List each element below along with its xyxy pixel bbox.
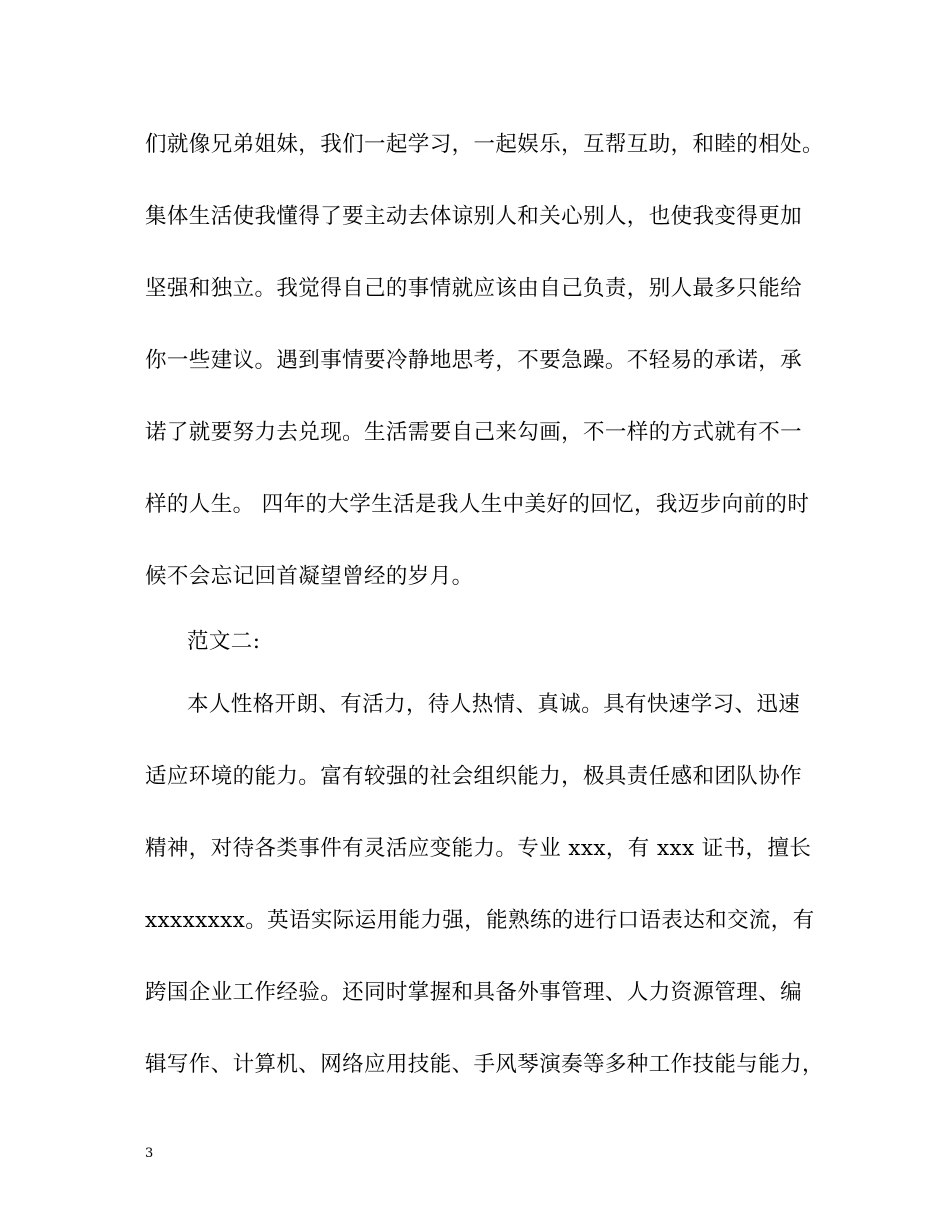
text-line-3: 坚强和独立。我觉得自己的事情就应该由自己负责，别人最多只能给 (145, 276, 803, 301)
text-line-4: 你一些建议。遇到事情要冷静地思考，不要急躁。不轻易的承诺，承 (145, 348, 803, 373)
text-line-13: 跨国企业工作经验。还同时掌握和具备外事管理、人力资源管理、编 (145, 980, 803, 1005)
text-line-7: 候不会忘记回首凝望曾经的岁月。 (145, 564, 474, 589)
text-line-12: xxxxxxxx。英语实际运用能力强，能熟练的进行口语表达和交流，有 (145, 908, 815, 933)
text-line-6: 样的人生。 四年的大学生活是我人生中美好的回忆，我迈步向前的时 (145, 492, 810, 517)
text-line-14: 辑写作、计算机、网络应用技能、手风琴演奏等多种工作技能与能力， (145, 1052, 824, 1077)
text-line-1: 们就像兄弟姐妹，我们一起学习，一起娱乐，互帮互助，和睦的相处。 (145, 132, 824, 157)
page-number: 3 (145, 1146, 154, 1161)
text-line-11: 精神，对待各类事件有灵活应变能力。专业 xxx，有 xxx 证书，擅长 (145, 836, 812, 861)
text-line-5: 诺了就要努力去兑现。生活需要自己来勾画，不一样的方式就有不一 (145, 420, 803, 445)
text-line-10: 适应环境的能力。富有较强的社会组织能力，极具责任感和团队协作 (145, 764, 803, 789)
section-heading: 范文二: (187, 629, 261, 654)
text-line-9: 本人性格开朗、有活力，待人热情、真诚。具有快速学习、迅速 (187, 692, 801, 717)
text-line-2: 集体生活使我懂得了要主动去体谅别人和关心别人，也使我变得更加 (145, 204, 803, 229)
